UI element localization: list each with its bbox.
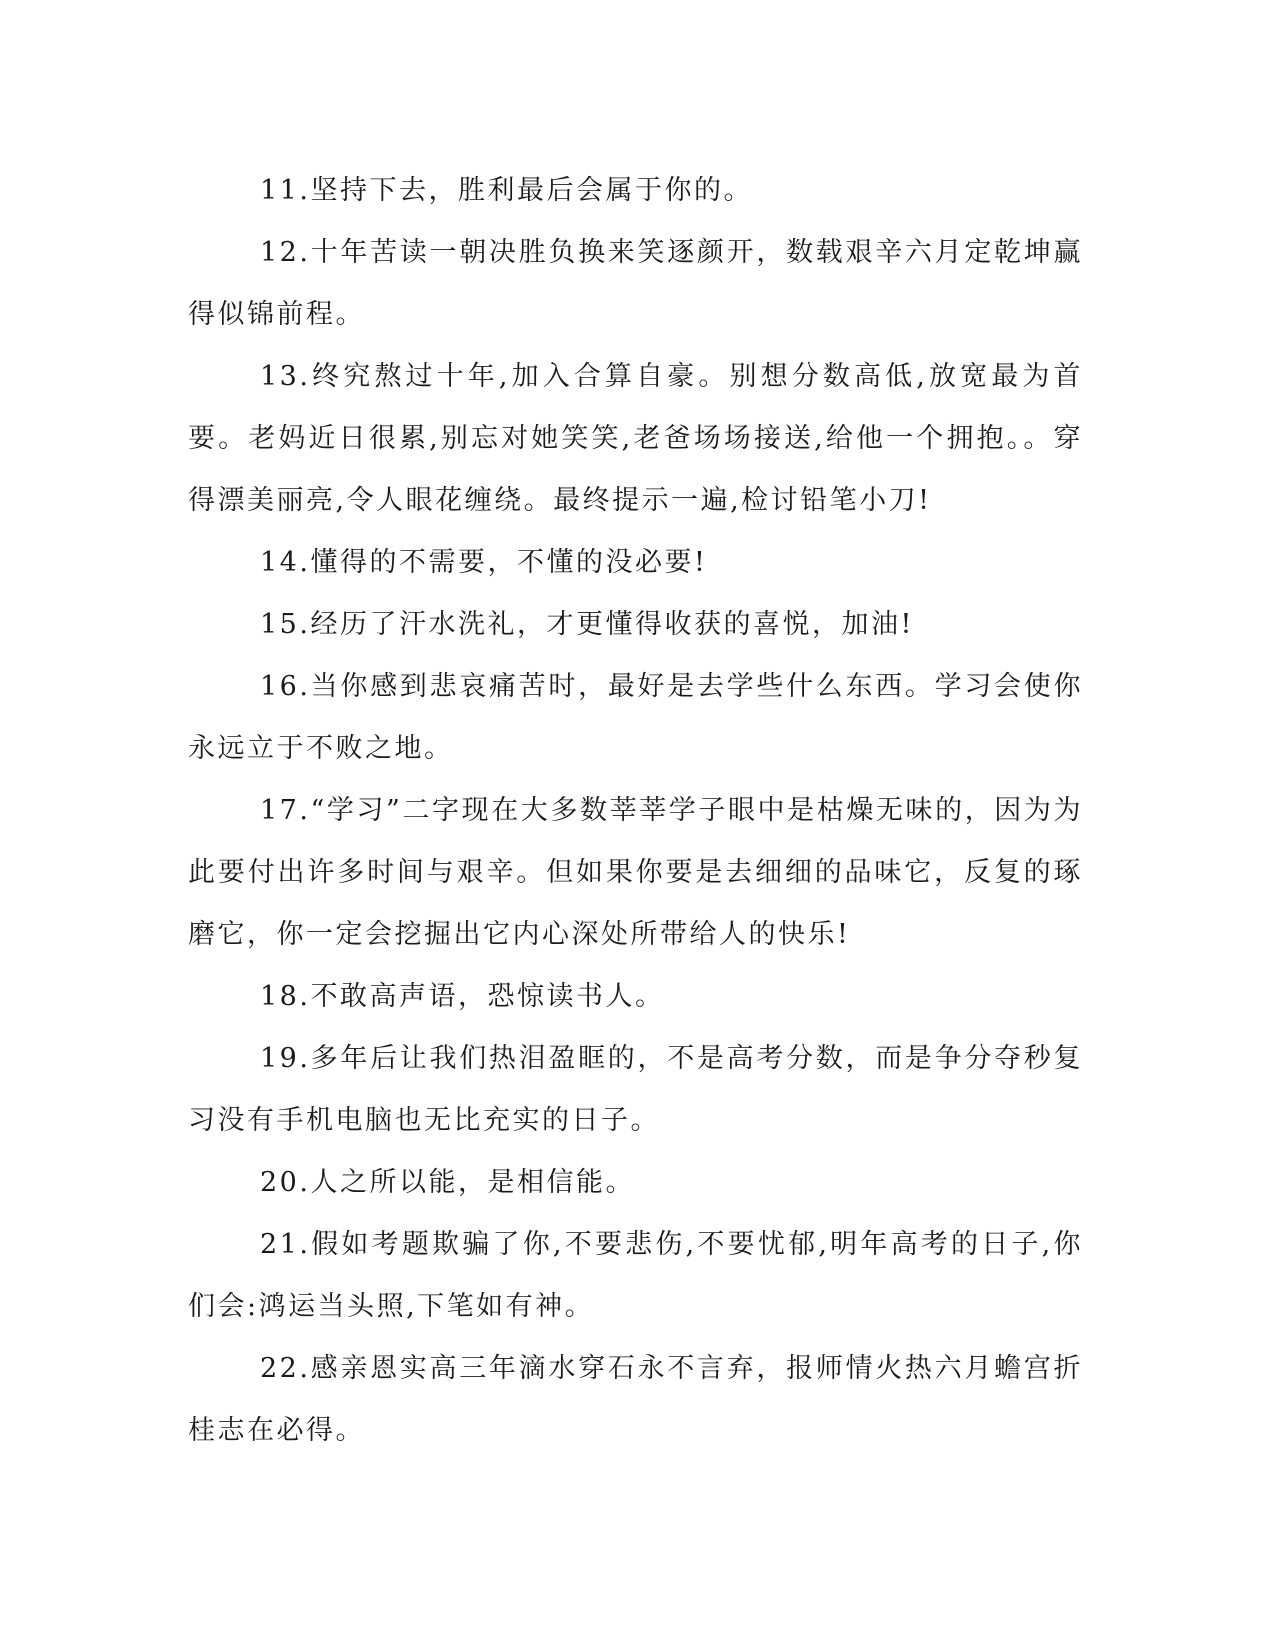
list-item: 12.十年苦读一朝决胜负换来笑逐颜开，数载艰辛六月定乾坤赢得似锦前程。 — [188, 237, 1083, 330]
list-item: 14.懂得的不需要，不懂的没必要! — [260, 547, 708, 578]
list-item: 17.“学习”二字现在大多数莘莘学子眼中是枯燥无味的，因为为此要付出许多时间与艰辛。但如果你要是去细细的品味它，反复的琢磨它，你一定会挖掘出它内心深处所带给人的快乐! — [188, 795, 1083, 950]
list-item: 22.感亲恩实高三年滴水穿石永不言弃，报师情火热六月蟾宫折桂志在必得。 — [188, 1353, 1083, 1446]
list-item: 20.人之所以能，是相信能。 — [260, 1167, 635, 1198]
list-item: 13.终究熬过十年,加入合算自豪。别想分数高低,放宽最为首要。老妈近日很累,别忘对她笑笑,老爸场场接送,给他一个拥抱。。穿得漂美丽亮,令人眼花缠绕。最终提示一遍,检讨铅笔小刀! — [188, 361, 1083, 516]
list-item: 18.不敢高声语，恐惊读书人。 — [260, 981, 665, 1012]
list-item: 16.当你感到悲哀痛苦时，最好是去学些什么东西。学习会使你永远立于不败之地。 — [188, 671, 1083, 764]
list-item: 11.坚持下去，胜利最后会属于你的。 — [260, 175, 753, 206]
list-item: 19.多年后让我们热泪盈眶的，不是高考分数，而是争分夺秒复习没有手机电脑也无比充实的日子。 — [188, 1043, 1083, 1136]
document-body — [188, 160, 1083, 1462]
list-item: 21.假如考题欺骗了你,不要悲伤,不要忧郁,明年高考的日子,你们会:鸿运当头照,下笔如有神。 — [188, 1229, 1083, 1322]
list-item: 15.经历了汗水洗礼，才更懂得收获的喜悦，加油! — [260, 609, 914, 640]
